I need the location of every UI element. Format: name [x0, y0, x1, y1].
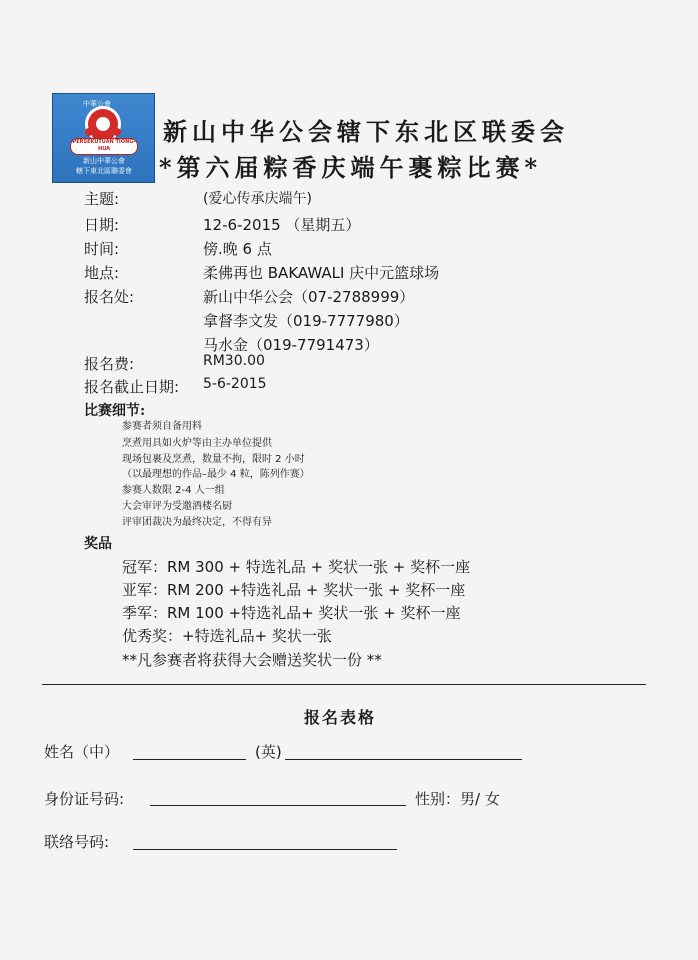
detail-item: 烹煮用具如火炉等由主办单位提供 [122, 438, 272, 449]
time-value: 傍.晚 6 点 [203, 240, 272, 258]
detail-item: 参赛人数限 2-4 人一组 [122, 485, 225, 496]
prize-champion: 冠军：RM 300 + 特选礼品 + 奖状一张 + 奖杯一座 [122, 558, 471, 576]
phone-field[interactable] [133, 849, 397, 850]
fee-value: RM30.00 [203, 353, 265, 369]
name-cn-field[interactable] [133, 759, 246, 760]
registration-contact-3: 马水金（019-7791473） [203, 336, 379, 354]
detail-item: 现场包裹及烹煮，数量不拘，限时 2 小时 [122, 454, 305, 465]
logo-bottom-text [61, 156, 147, 176]
detail-item: 参赛者须自备用料 [122, 421, 202, 432]
theme-value: (爱心传承庆端午) [203, 191, 312, 207]
deadline-label: 报名截止日期: [84, 378, 180, 396]
prize-second-runner-up: 季军：RM 100 +特选礼品+ 奖状一张 + 奖杯一座 [122, 604, 461, 622]
date-value: 12-6-2015 （星期五） [203, 216, 361, 234]
name-en-label: (英) [255, 743, 282, 761]
title-line-2: *第六届粽香庆端午裹粽比赛* [159, 153, 543, 182]
time-label: 时间: [84, 240, 120, 258]
phone-label: 联络号码: [44, 833, 110, 851]
fee-label: 报名费: [84, 355, 135, 373]
theme-label: 主题: [84, 190, 120, 208]
registration-contact-2: 拿督李文发（019-7777980） [203, 312, 409, 330]
deadline-value: 5-6-2015 [203, 376, 267, 392]
logo-band-text: PERSEKUTUAN TIONG-HUA [70, 138, 138, 155]
name-cn-label: 姓名（中） [44, 743, 120, 761]
logo-bottom-line2: 轄下東北區聯委會 [76, 167, 132, 175]
registration-label: 报名处: [84, 288, 135, 306]
name-en-field[interactable] [285, 759, 522, 760]
logo-bottom-line1: 新山中華公會 [83, 157, 125, 165]
form-title: 报名表格 [304, 708, 377, 727]
venue-label: 地点: [84, 264, 120, 282]
prize-participation-note: **凡参赛者将获得大会赠送奖状一份 ** [122, 651, 382, 669]
ic-field[interactable] [150, 805, 406, 806]
ic-label: 身份证号码: [44, 790, 125, 808]
registration-contact-1: 新山中华公会（07-2788999） [203, 288, 415, 306]
prize-first-runner-up: 亚军：RM 200 +特选礼品 + 奖状一张 + 奖杯一座 [122, 581, 466, 599]
detail-item: （以最理想的作品–最少 4 粒，陈列作赛） [122, 469, 310, 480]
gender-label: 性别：男/ 女 [415, 790, 500, 808]
details-title: 比赛细节: [84, 403, 146, 419]
detail-item: 大会审评为受邀酒楼名厨 [122, 501, 232, 512]
title-line-1: 新山中华公会辖下东北区联委会 [163, 117, 569, 146]
prizes-title: 奖品 [84, 536, 112, 552]
organization-logo [52, 93, 155, 183]
venue-value: 柔佛再也 BAKAWALI 庆中元篮球场 [203, 264, 440, 282]
prize-merit: 优秀奖：+特选礼品+ 奖状一张 [122, 627, 332, 645]
detail-item: 评审团裁决为最终决定，不得有异 [122, 517, 272, 528]
logo-top-text: 中華公會 [83, 100, 111, 108]
date-label: 日期: [84, 216, 120, 234]
section-divider [42, 684, 646, 685]
